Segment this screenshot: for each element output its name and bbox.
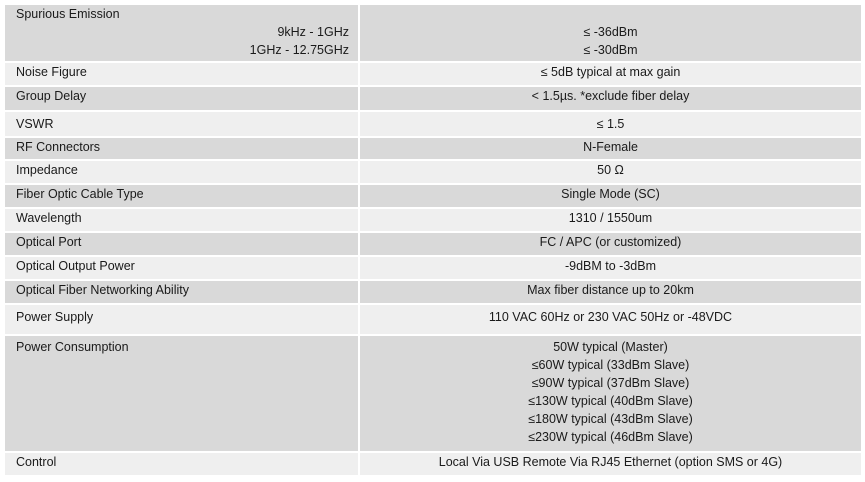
row-label: Spurious Emission: [16, 7, 120, 21]
row-value-cell: [359, 232, 862, 256]
row-value-cell: [359, 86, 862, 111]
row-value: ≤ 1.5: [596, 117, 625, 131]
table-row: [4, 184, 862, 208]
row-label: Power Consumption: [16, 340, 129, 354]
row-value-cell: [359, 184, 862, 208]
row-value: ≤130W typical (40dBm Slave): [528, 394, 693, 408]
row-value: 1310 / 1550um: [568, 211, 653, 225]
row-value: 50 Ω: [597, 163, 624, 177]
row-value: Single Mode (SC): [561, 187, 660, 201]
row-label-cell: [4, 335, 359, 452]
row-value-cell: [359, 335, 862, 452]
row-value: 110 VAC 60Hz or 230 VAC 50Hz or -48VDC: [488, 310, 733, 324]
row-label: Optical Port: [16, 235, 82, 249]
row-label-cell: [4, 111, 359, 137]
row-label-cell: [4, 4, 359, 62]
row-label: Power Supply: [16, 310, 94, 324]
row-label: RF Connectors: [16, 140, 101, 154]
table-row: [4, 335, 862, 452]
row-value: ≤60W typical (33dBm Slave): [531, 358, 690, 372]
row-label-cell: [4, 232, 359, 256]
row-label-cell: [4, 184, 359, 208]
row-value-cell: [359, 208, 862, 232]
row-sublabel: 9kHz - 1GHz: [277, 25, 349, 39]
row-value: < 1.5µs. *exclude fiber delay: [531, 89, 690, 103]
table-row: [4, 62, 862, 86]
row-value-cell: [359, 62, 862, 86]
row-label-cell: [4, 208, 359, 232]
row-label-cell: [4, 160, 359, 184]
row-value: ≤180W typical (43dBm Slave): [528, 412, 693, 426]
row-label: Group Delay: [16, 89, 87, 103]
row-value: Max fiber distance up to 20km: [527, 283, 694, 297]
row-label-cell: [4, 137, 359, 160]
row-label-cell: [4, 452, 359, 476]
row-label: Optical Output Power: [16, 259, 135, 273]
table-row: [4, 280, 862, 304]
row-value: N-Female: [583, 140, 638, 154]
spec-table: [3, 3, 863, 477]
table-row: [4, 160, 862, 184]
row-value: ≤90W typical (37dBm Slave): [531, 376, 690, 390]
row-value: ≤ -30dBm: [583, 43, 638, 57]
row-value: ≤ -36dBm: [583, 25, 638, 39]
table-row: [4, 232, 862, 256]
row-value-cell: [359, 256, 862, 280]
row-label: VSWR: [16, 117, 54, 131]
row-value: ≤230W typical (46dBm Slave): [528, 430, 693, 444]
row-value-cell: [359, 160, 862, 184]
row-value: FC / APC (or customized): [539, 235, 682, 249]
row-label: Control: [16, 455, 57, 469]
row-label: Fiber Optic Cable Type: [16, 187, 144, 201]
table-row: [4, 256, 862, 280]
row-value-cell: [359, 111, 862, 137]
row-value-cell: [359, 4, 862, 62]
table-row: [4, 86, 862, 111]
table-row: [4, 452, 862, 476]
row-value: [360, 5, 861, 23]
table-row: [4, 304, 862, 335]
row-value: -9dBM to -3dBm: [564, 259, 656, 273]
table-row: [4, 208, 862, 232]
row-label: Wavelength: [16, 211, 82, 225]
table-row: [4, 137, 862, 160]
row-label: Impedance: [16, 163, 78, 177]
row-value-cell: [359, 280, 862, 304]
row-label: Noise Figure: [16, 65, 87, 79]
row-label-cell: [4, 86, 359, 111]
row-label-cell: [4, 62, 359, 86]
row-label-cell: [4, 256, 359, 280]
row-value: 50W typical (Master): [553, 340, 668, 354]
row-value: ≤ 5dB typical at max gain: [540, 65, 681, 79]
table-row: [4, 4, 862, 62]
row-label-cell: [4, 280, 359, 304]
row-value-cell: [359, 304, 862, 335]
row-label: Optical Fiber Networking Ability: [16, 283, 189, 297]
table-row: [4, 111, 862, 137]
row-value-cell: [359, 452, 862, 476]
row-sublabel: 1GHz - 12.75GHz: [249, 43, 349, 57]
row-value: Local Via USB Remote Via RJ45 Ethernet (option SMS or 4G): [438, 455, 783, 469]
row-label-cell: [4, 304, 359, 335]
row-value-cell: [359, 137, 862, 160]
